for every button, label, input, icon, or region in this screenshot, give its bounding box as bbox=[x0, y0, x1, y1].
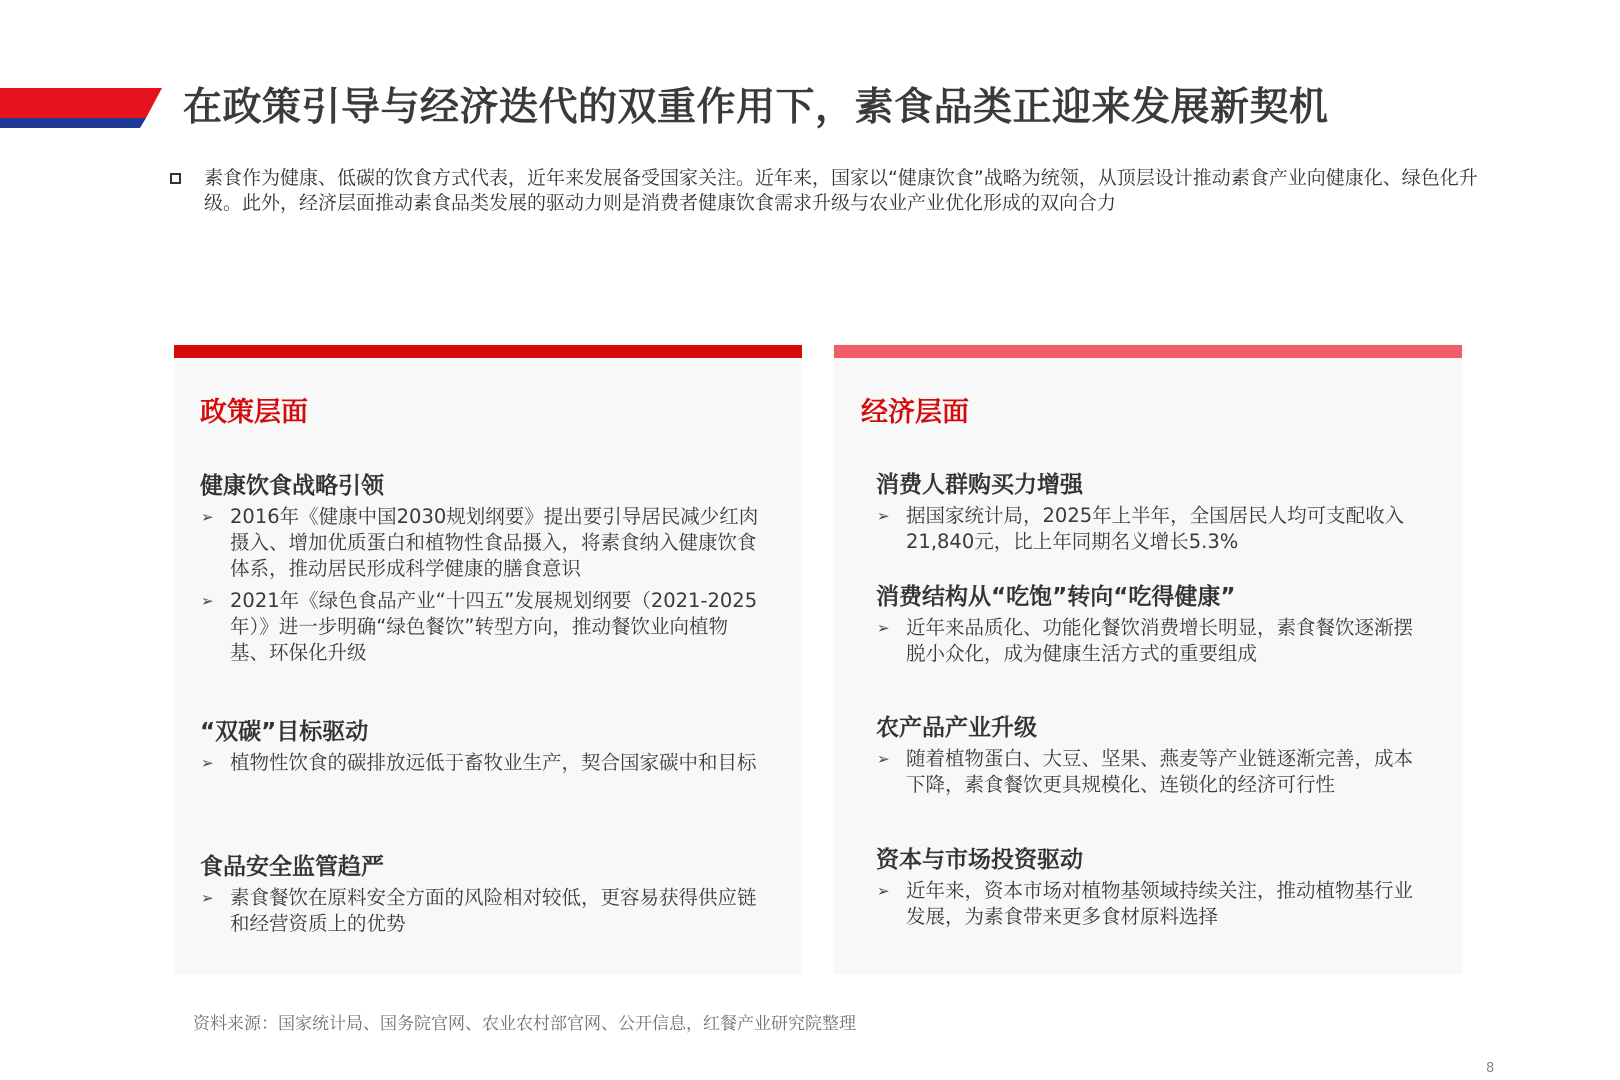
section-title: 消费结构从“吃饱”转向“吃得健康” bbox=[876, 584, 1236, 610]
section-title: 资本与市场投资驱动 bbox=[876, 847, 1083, 873]
policy-panel-top-bar bbox=[174, 345, 802, 358]
arrow-right-icon: ➢ bbox=[201, 508, 214, 526]
economy-panel-top-bar bbox=[834, 345, 1462, 358]
arrow-right-icon: ➢ bbox=[201, 754, 214, 772]
page-number: 8 bbox=[1486, 1061, 1495, 1076]
section-title: 食品安全监管趋严 bbox=[200, 854, 384, 880]
arrow-right-icon: ➢ bbox=[877, 619, 890, 637]
bullet-item: ➢ 据国家统计局，2025年上半年，全国居民人均可支配收入21,840元，比上年同期名义增长5.3% bbox=[877, 504, 1405, 553]
arrow-right-icon: ➢ bbox=[201, 592, 214, 610]
bullet-item: ➢ 近年来，资本市场对植物基领域持续关注，推动植物基行业发展，为素食带来更多食材原料选择 bbox=[877, 879, 1414, 928]
economy-heading: 经济层面 bbox=[861, 397, 969, 428]
source-note: 资料来源：国家统计局、国务院官网、农业农村部官网、公开信息，红餐产业研究院整理 bbox=[193, 1014, 856, 1034]
section-title: “双碳”目标驱动 bbox=[200, 719, 369, 745]
intro-block bbox=[170, 166, 1480, 216]
arrow-right-icon: ➢ bbox=[877, 507, 890, 525]
bullet-item: ➢ 植物性饮食的碳排放远低于畜牧业生产，契合国家碳中和目标 bbox=[201, 751, 757, 774]
bullet-item: ➢ 素食餐饮在原料安全方面的风险相对较低，更容易获得供应链和经营资质上的优势 bbox=[201, 886, 757, 935]
bullet-item: ➢ 2021年《绿色食品产业“十四五”发展规划纲要（2021-2025年）》进一步明确“绿色餐饮”转型方向，推动餐饮业向植物基、环保化升级 bbox=[201, 589, 758, 664]
title-stripe-decoration bbox=[0, 88, 162, 134]
bullet-item: ➢ 2016年《健康中国2030规划纲要》提出要引导居民减少红肉摄入、增加优质蛋白和植物性食品摄入，将素食纳入健康饮食体系，推动居民形成科学健康的膳食意识 bbox=[201, 505, 759, 580]
hollow-square-icon bbox=[170, 173, 181, 184]
arrow-right-icon: ➢ bbox=[201, 889, 214, 907]
page-title: 在政策引导与经济迭代的双重作用下，素食品类正迎来发展新契机 bbox=[183, 85, 1329, 130]
arrow-right-icon: ➢ bbox=[877, 882, 890, 900]
bullet-item: ➢ 随着植物蛋白、大豆、坚果、燕麦等产业链逐渐完善，成本下降，素食餐饮更具规模化、连锁化的经济可行性 bbox=[877, 747, 1414, 796]
policy-heading: 政策层面 bbox=[200, 397, 308, 428]
intro-text: 素食作为健康、低碳的饮食方式代表，近年来发展备受国家关注。近年来，国家以“健康饮食”战略为统领，从顶层设计推动素食产业向健康化、绿色化升级。此外，经济层面推动素食品类发展的驱动力则是消费者健康饮食需求升级与农业产业优化形成的双向合力 bbox=[204, 167, 1478, 214]
arrow-right-icon: ➢ bbox=[877, 750, 890, 768]
bullet-item: ➢ 近年来品质化、功能化餐饮消费增长明显，素食餐饮逐渐摆脱小众化，成为健康生活方式的重要组成 bbox=[877, 616, 1414, 665]
section-title: 消费人群购买力增强 bbox=[876, 472, 1083, 498]
section-title: 农产品产业升级 bbox=[876, 715, 1037, 741]
section-title: 健康饮食战略引领 bbox=[200, 473, 384, 499]
